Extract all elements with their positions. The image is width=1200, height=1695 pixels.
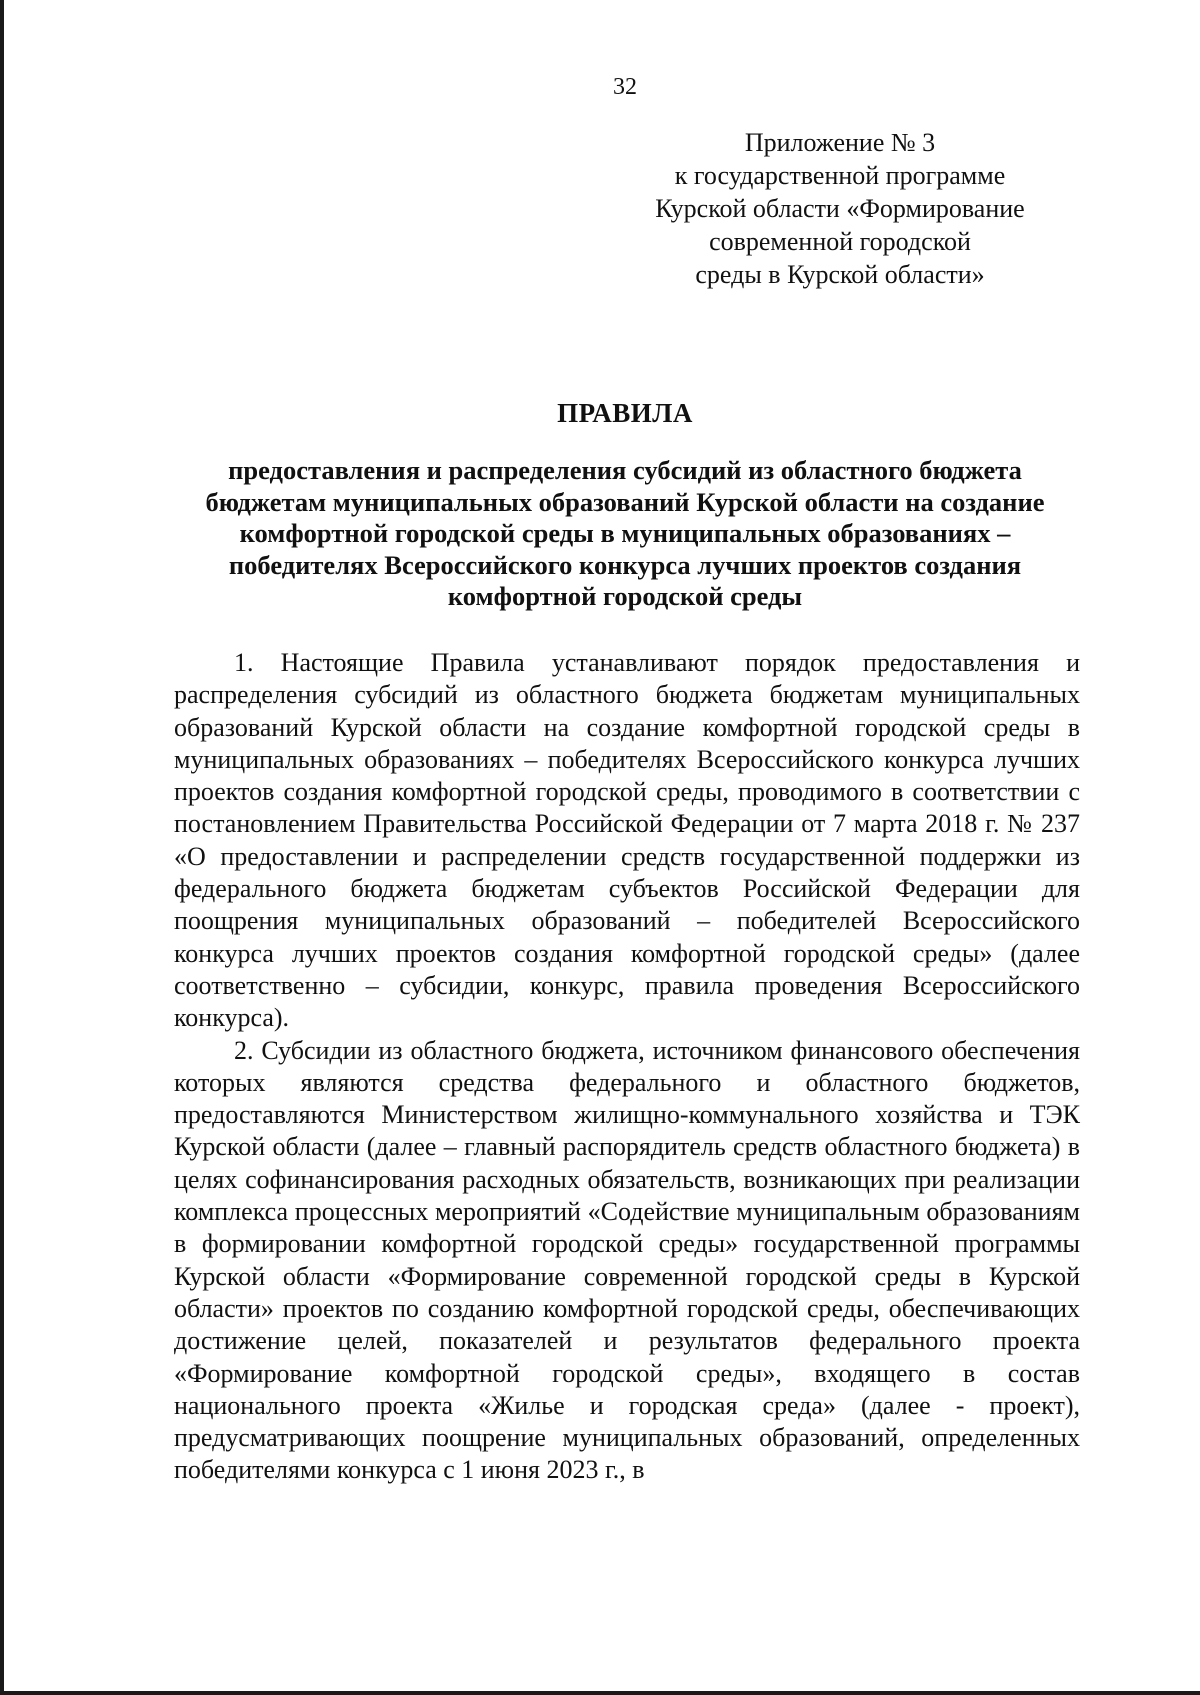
appendix-line: к государственной программе [674, 161, 1006, 190]
page-number: 32 [613, 74, 637, 100]
subtitle-line: комфортной городской среды [447, 581, 803, 611]
subtitle-line: предоставления и распределения субсидий из областного бюджета [228, 455, 1022, 485]
appendix-header [600, 126, 1080, 291]
appendix-line: Приложение № 3 [744, 128, 936, 157]
paragraph-1: 1. Настоящие Правила устанавливают порядок предоставления и распределения субсидий из областного бюджета бюджетам муниципальных образований Курской области на создание комфортной городской среды в муниципальных образованиях – победителях Всероссийского конкурса лучших проектов создания комфортной городской среды, проводимого в соответствии с постановлением Правительства Российской Федерации от 7 марта 2018 г. № 237 «О предоставлении и распределении средств государственной поддержки из федерального бюджета бюджетам субъектов Российской Федерации для поощрения муниципальных образований – победителей Всероссийского конкурса лучших проектов создания комфортной городской среды» (далее соответственно – субсидии, конкурс, правила проведения Всероссийского конкурса). [174, 648, 1080, 1033]
subtitle-line: комфортной городской среды в муниципальных образованиях – [239, 518, 1011, 548]
subtitle-line: бюджетам муниципальных образований Курской области на создание [205, 486, 1045, 517]
appendix-line: Курской области «Формирование [655, 194, 1025, 223]
document-subtitle [100, 455, 1150, 613]
document-title: ПРАВИЛА [557, 398, 693, 428]
paragraph-2: 2. Субсидии из областного бюджета, источником финансового обеспечения которых являются средства федерального и областного бюджетов, предоставляются Министерством жилищно-коммунального хозяйства и ТЭК Курской области (далее – главный распорядитель средств областного бюджета) в целях софинансирования расходных обязательств, возникающих при реализации комплекса процессных мероприятий «Содействие муниципальным образованиям в формировании комфортной городской среды» государственной программы Курской области «Формирование современной городской среды в Курской области» проектов по созданию комфортной городской среды, обеспечивающих достижение целей, показателей и результатов федерального проекта «Формирование комфортной городской среды», входящего в состав национального проекта «Жилье и городская среда» (далее - проект), предусматривающих поощрение муниципальных образований, определенных победителями конкурса с 1 июня 2023 г., в [174, 1035, 1080, 1485]
scan-border-left [0, 0, 4, 1695]
appendix-line: современной городской [709, 227, 971, 256]
subtitle-line: победителях Всероссийского конкурса лучших проектов создания [228, 549, 1022, 580]
scan-border-bottom [0, 1691, 1200, 1695]
appendix-line: среды в Курской области» [695, 260, 985, 289]
document-body [174, 647, 1080, 1487]
